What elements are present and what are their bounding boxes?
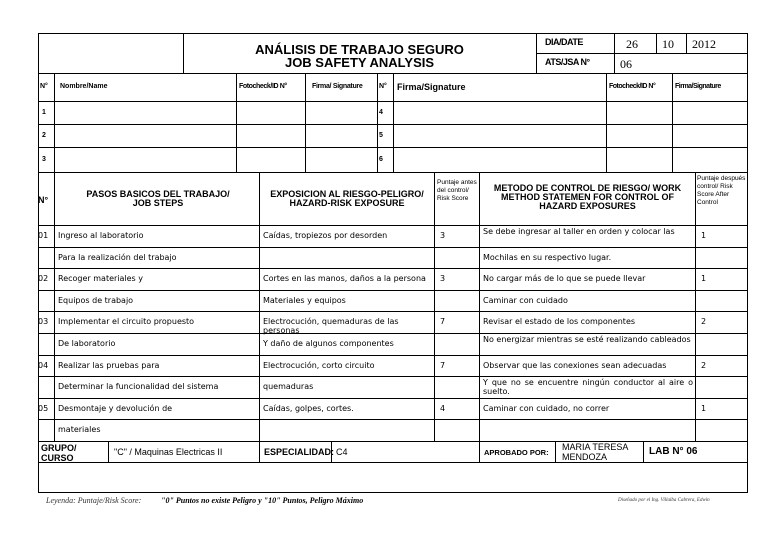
people-row-num: 3 (42, 156, 46, 163)
grid-line (377, 73, 378, 172)
row-step: Ingreso al laboratorio (58, 231, 144, 240)
grid-line (38, 247, 748, 248)
legend-text: "0" Puntos no existe Peligro y "10" Puntos, Peligro Máximo (161, 496, 364, 505)
row-step: Desmontaje y devolución de (58, 403, 173, 413)
row-step: materiales (58, 425, 101, 435)
grid-line (695, 172, 696, 441)
steps-num-header: N° (38, 195, 49, 205)
grid-line (38, 172, 748, 173)
row-step: Determinar la funcionalidad del sistema (58, 382, 219, 392)
row-step: Equipos de trabajo (58, 295, 134, 305)
lab-number: LAB N° 06 (649, 446, 698, 457)
grid-line (54, 73, 55, 172)
row-num: 04 (38, 360, 49, 370)
people-signature-header: Firma/ Signature (312, 83, 363, 90)
row-score-before: 7 (440, 360, 446, 370)
row-exposure: quemaduras (263, 382, 314, 392)
grid-line (672, 73, 673, 172)
row-score-before: 7 (440, 317, 446, 327)
row-num: 01 (38, 231, 49, 240)
row-method: No cargar más de lo que se puede llevar (483, 274, 646, 284)
row-step: Implementar el circuito propuesto (58, 317, 195, 327)
row-exposure: Cortes en las manos, daños a la persona (263, 274, 426, 284)
grupo-label: GRUPO/ CURSO (41, 443, 77, 463)
people-id-header-2: Fotocheck/ID N° (609, 83, 656, 90)
people-signature-header-2: Firma/Signature (397, 82, 466, 92)
row-exposure: Materiales y equipos (263, 295, 346, 305)
people-row-num: 6 (379, 156, 383, 163)
grid-line (38, 268, 748, 269)
people-signature-header-3: Firma/Signature (675, 83, 721, 90)
row-score-before: 4 (440, 403, 446, 413)
row-exposure: Electrocución, corto circuito (263, 360, 375, 370)
row-method: Mochilas en su respectivo lugar. (483, 252, 612, 262)
people-row-num: 4 (379, 109, 383, 116)
exposure-header: EXPOSICION AL RIESGO-PELIGRO/ HAZARD-RISK EXPOSURE (270, 189, 424, 208)
row-method: No energizar mientras se esté realizando cableados (483, 335, 691, 344)
people-row-num: 1 (42, 109, 46, 116)
row-step: De laboratorio (58, 339, 116, 348)
row-num: 02 (38, 274, 49, 284)
grid-line (54, 172, 55, 441)
grid-line (656, 33, 657, 53)
grid-line (606, 73, 607, 172)
grid-line (686, 33, 687, 53)
grid-line (38, 333, 748, 334)
aprobado-label: APROBADO POR: (484, 448, 549, 457)
people-row-num: 5 (379, 132, 383, 139)
date-day: 26 (626, 37, 638, 51)
row-score-after: 1 (701, 274, 707, 284)
grupo-value: "C" / Maquinas Electricas II (114, 447, 223, 457)
row-method: Y que no se encuentre ningún conductor al aire o suelto. (483, 378, 693, 397)
row-score-after: 1 (701, 403, 707, 413)
grid-line (38, 225, 748, 226)
grid-line (38, 355, 748, 356)
row-method: Revisar el estado de los componentes (483, 317, 636, 327)
grid-line (38, 290, 748, 291)
score-before-header: Puntaje antes del control/ Risk Score (437, 179, 477, 202)
row-score-before: 3 (440, 274, 446, 284)
grid-line (643, 441, 644, 462)
row-exposure: Caídas, tropiezos por desorden (263, 231, 388, 240)
title-line-1: ANÁLISIS DE TRABAJO SEGURO (255, 42, 464, 57)
title-line-2: JOB SAFETY ANALYSIS (284, 55, 435, 70)
row-step: Recoger materiales y (58, 274, 144, 284)
score-after-header: Puntaje después control/ Risk Score After Control (697, 175, 746, 206)
row-step: Realizar las pruebas para (58, 360, 160, 370)
grid-line (38, 462, 748, 463)
grid-line (393, 73, 394, 172)
designer-credit: Diseñado por el Ing. Villalba Cabrera, Edwin (618, 498, 710, 503)
grid-line (38, 376, 748, 377)
especialidad-value: C4 (336, 447, 348, 457)
people-id-header: Fotocheck/ID N° (239, 83, 287, 90)
date-month: 10 (662, 37, 674, 51)
row-step: Para la realización del trabajo (58, 252, 177, 262)
grid-line (479, 441, 480, 462)
row-exposure: Caídas, golpes, cortes. (263, 403, 354, 413)
grid-line (479, 172, 480, 441)
row-score-after: 1 (701, 231, 707, 240)
aprobado-value: MARIA TERESA MENDOZA (562, 442, 628, 462)
row-method: Caminar con cuidado (483, 295, 568, 305)
ats-label: ATS/JSA N° (545, 57, 590, 67)
row-exposure: Electrocución, quemaduras de las personas (263, 317, 399, 336)
row-num: 05 (38, 403, 49, 413)
date-label: DIA/DATE (545, 37, 583, 47)
row-num: 03 (38, 317, 49, 327)
row-score-after: 2 (701, 360, 707, 370)
grid-line (38, 419, 748, 420)
method-header: METODO DE CONTROL DE RIESGO/ WORK METHOD STATEMEN FOR CONTROL OF HAZARD EXPOSURES (493, 183, 682, 211)
row-score-after: 2 (701, 317, 707, 327)
row-method: Se debe ingresar al taller en orden y colocar las (483, 227, 675, 236)
especialidad-label: ESPECIALIDAD: (264, 447, 335, 457)
row-score-before: 3 (440, 231, 446, 240)
grid-line (38, 398, 748, 399)
grid-line (434, 172, 435, 441)
grid-line (108, 441, 109, 462)
people-name-header: Nombre/Name (60, 83, 108, 90)
row-exposure: Y daño de algunos componentes (263, 339, 394, 348)
people-row-num: 2 (42, 132, 46, 139)
grid-line (305, 73, 306, 172)
date-year: 2012 (692, 37, 716, 51)
legend-label: Leyenda: Puntaje/Risk Score: (46, 496, 142, 505)
row-method: Observar que las conexiones sean adecuadas (483, 360, 667, 370)
grid-line (555, 441, 556, 462)
people-num-header-2: N° (379, 83, 387, 90)
people-num-header: N° (40, 83, 48, 90)
steps-header: PASOS BASICOS DEL TRABAJO/ JOB STEPS (86, 189, 230, 208)
row-method: Caminar con cuidado, no correr (483, 403, 610, 413)
grid-line (38, 311, 748, 312)
grid-line (236, 73, 237, 172)
ats-value: 06 (620, 57, 632, 71)
grid-line (536, 53, 748, 54)
